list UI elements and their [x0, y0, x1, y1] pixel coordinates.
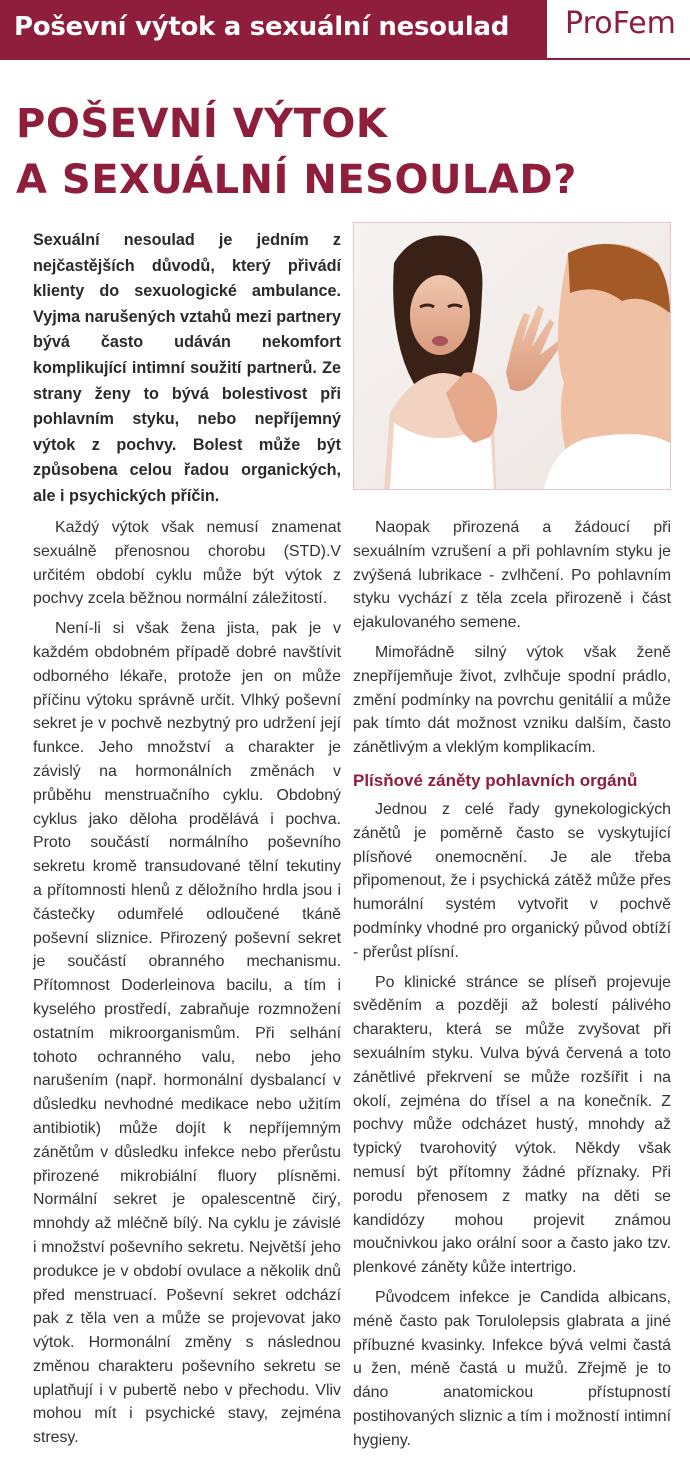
brand-logo: ProFem [565, 6, 676, 41]
couple-photo-illustration [354, 223, 670, 489]
header-divider [0, 58, 690, 60]
left-column [33, 516, 341, 1456]
right-paragraph-2: Mimořádně silný výtok však ženě znepříjemňuje život, zvlhčuje spodní prádlo, změní podmínky na povrchu genitálií a může pak tímto dát možnost vzniku dalším, často zánětlivým a vleklým komplikacím. [353, 643, 671, 757]
article-lead: Sexuální nesoulad je jedním z nejčastějších důvodů, který přivádí klienty do sexuologické ambulance. Vyjma narušených vztahů mezi partnery bývá často udáván nekomfort komplikující intimní soužití partnerů. Ze strany ženy to bývá bolestivost při pohlavním styku, nebo nepříjemný výtok z pochvy. Bolest může být způsobena celou řadou organických, ale i psychických příčin. [33, 231, 341, 505]
page-header [0, 0, 690, 62]
right-paragraph-4: Po klinické stránce se plíseň projevuje svěděním a později až bolestí pálivého charakteru, která se může zvyšovat při sexuálním styku. Vulva bývá červená a toto zánětlivé překrvení se může rozšířit i na okolí, zejména do třísel a na konečník. Z pochvy může odcházet hustý, mnohdy až typický tvarohovitý výtok. Někdy však nemusí být přítomny žádné příznaky. Při porodu přenosem z matky na děti se kandidózy mohou projevit známou moučnivkou jako orální soor a často jako tzv. plenkové záněty kůže intertrigo. [353, 973, 671, 1277]
left-paragraph-1: Každý výtok však nemusí znamenat sexuálně přenosnou chorobu (STD).V určitém období cyklu může být výtok z pochvy zcela běžnou normální záležitostí. [33, 519, 341, 608]
article-title [16, 96, 676, 208]
left-paragraph-2: Není-li si však žena jista, pak je v každém obdobném případě dobré navštívit odborného lékaře, protože jen on může příčinu výtoku správně určit. Vlhký poševní sekret je v pochvě nezbytný pro udržení její funkce. Jeho množství a charakter je závislý na hormonálních změnách v průběhu menstruačního cyklu. Obdobný cyklus jako děloha prodělává i pochva. Proto součástí normálního poševního sekretu kromě transudované tělní tekutiny a přítomnosti hlenů z děložního hrdla jsou i částečky odumřelé odloučené tkáně poševní sliznice. Přirozený poševní sekret je součástí obranného mechanismu. Přítomnost Doderleinova bacilu, a tím i kyselého prostředí, zabraňuje rozmnožení ostatním mikroorganismům. Při selhání tohoto ochranného valu, nebo jeho narušením (např. hormonální dysbalancí v důsledku nevhodné medikace nebo užitím antibiotik) může dojít k nepříjemným zánětům v důsledku infekce nebo přerůstu přirozené mikrobiální fluory plísněmi. Normální sekret je opalescentně čirý, mnohdy až mléčně bílý. Na cyklu je závislé i množství poševního sekretu. Největší jeho produkce je v období ovulace a několik dnů před menstruací. Poševní sekret odchází pak z těla ven a může se projevovat jako výtok. Hormonální změny s následnou změnou charakteru poševního sekretu se uplatňují i v pubertě nebo v přechodu. Vliv mohou mít i psychické stavy, zejména stresy. [33, 620, 341, 1447]
right-column [353, 516, 671, 1458]
header-bar [0, 0, 547, 58]
right-paragraph-5: Původcem infekce je Candida albicans, méně často pak Torulolepsis glabrata a jiné příbuzné kvasinky. Infekce bývá velmi častá u žen, méně častá u mužů. Zřejmě je to dáno anatomickou přístupností postihovaných sliznic a tím i možností intimní hygieny. [353, 1288, 671, 1449]
right-paragraph-1: Naopak přirozená a žádoucí při sexuálním vzrušení a při pohlavním styku je zvýšená lubrikace - zvlhčení. Po pohlavním styku vychází z těla zcela přirozeně i část ejakulovaného semene. [353, 519, 671, 632]
header-title: Poševní výtok a sexuální nesoulad [14, 12, 510, 42]
article-title-line-2: A SEXUÁLNÍ NESOULAD? [16, 157, 577, 203]
right-paragraph-3: Jednou z celé řady gynekologických zánětů je poměrně často se vyskytující plísňové onemocnění. Je ale třeba připomenout, že i psychická zátěž může přes humorální systém vytvořit v pochvě podmínky vhodné pro organický původ obtíží - přerůst plísní. [353, 800, 671, 961]
section-subheading: Plísňové záněty pohlavních orgánů [353, 770, 638, 790]
couple-photo [353, 222, 671, 490]
article-title-line-1: POŠEVNÍ VÝTOK [16, 101, 388, 147]
